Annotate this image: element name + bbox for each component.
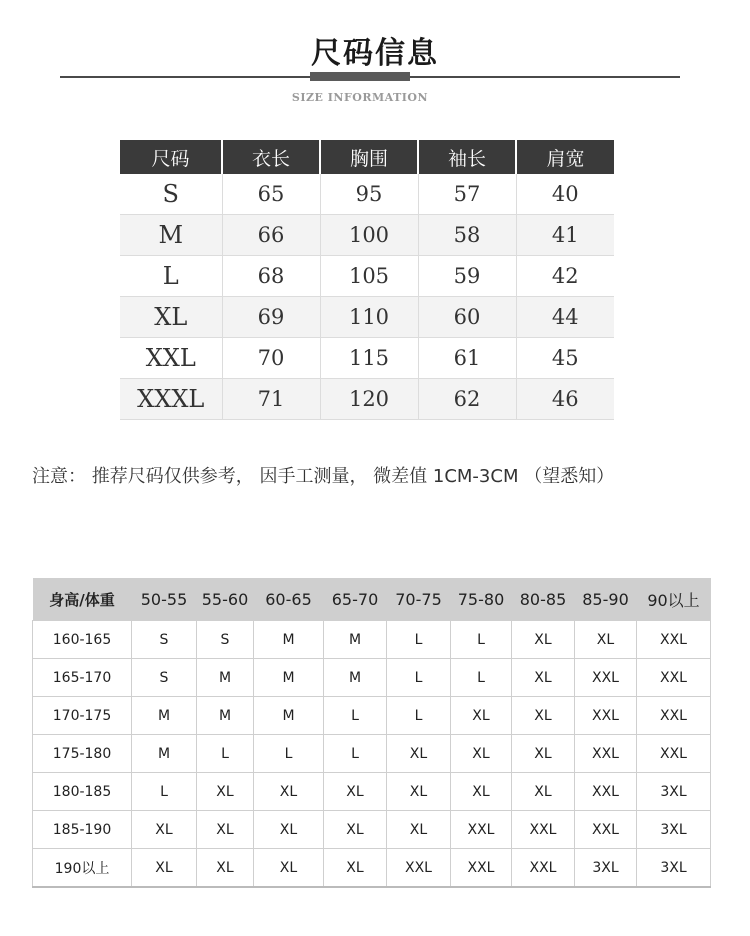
- height-weight-table: [32, 578, 711, 888]
- size-table-row: [120, 215, 614, 256]
- recommended-size-cell: XXL: [575, 697, 637, 735]
- recommended-size-cell: XL: [254, 849, 324, 888]
- recommended-size-cell: XL: [197, 849, 254, 888]
- height-range-cell: 185-190: [33, 811, 132, 849]
- size-label-cell: XL: [120, 297, 222, 338]
- height-range-cell: 175-180: [33, 735, 132, 773]
- measurement-cell: 61: [418, 338, 516, 379]
- weight-range-header: 75-80: [451, 578, 512, 621]
- weight-range-header: 50-55: [132, 578, 197, 621]
- measurement-cell: 44: [516, 297, 614, 338]
- recommended-size-cell: XXL: [637, 697, 711, 735]
- measurement-cell: 120: [320, 379, 418, 420]
- recommended-size-cell: M: [254, 621, 324, 659]
- height-range-cell: 160-165: [33, 621, 132, 659]
- recommended-size-cell: XL: [512, 621, 575, 659]
- measurement-cell: 60: [418, 297, 516, 338]
- measurement-cell: 70: [222, 338, 320, 379]
- recommended-size-cell: XL: [451, 773, 512, 811]
- recommended-size-cell: XL: [132, 849, 197, 888]
- recommended-size-cell: XL: [254, 811, 324, 849]
- recommended-size-cell: S: [132, 659, 197, 697]
- recommended-size-cell: XXL: [512, 811, 575, 849]
- size-table-header: 衣长: [222, 140, 320, 174]
- height-weight-header-row: [33, 578, 711, 621]
- recommended-size-cell: L: [451, 659, 512, 697]
- recommended-size-cell: 3XL: [575, 849, 637, 888]
- size-table-header-row: [120, 140, 614, 174]
- measurement-cell: 59: [418, 256, 516, 297]
- size-label-cell: XXL: [120, 338, 222, 379]
- height-weight-row: [33, 773, 711, 811]
- height-weight-corner-header: 身高/体重: [33, 578, 132, 621]
- recommended-size-cell: S: [197, 621, 254, 659]
- recommended-size-cell: L: [197, 735, 254, 773]
- height-weight-row: [33, 735, 711, 773]
- height-weight-row: [33, 659, 711, 697]
- recommended-size-cell: 3XL: [637, 849, 711, 888]
- recommended-size-cell: XXL: [575, 659, 637, 697]
- measurement-cell: 71: [222, 379, 320, 420]
- recommended-size-cell: XL: [451, 735, 512, 773]
- size-table-header: 袖长: [418, 140, 516, 174]
- recommended-size-cell: XL: [324, 773, 387, 811]
- measurement-cell: 69: [222, 297, 320, 338]
- recommended-size-cell: L: [451, 621, 512, 659]
- recommended-size-cell: XXL: [637, 735, 711, 773]
- size-table-row: [120, 379, 614, 420]
- measurement-cell: 45: [516, 338, 614, 379]
- size-measurement-table: [120, 140, 614, 420]
- recommended-size-cell: M: [254, 697, 324, 735]
- recommended-size-cell: XL: [512, 735, 575, 773]
- measurement-cell: 62: [418, 379, 516, 420]
- measurement-cell: 57: [418, 174, 516, 215]
- size-label-cell: L: [120, 256, 222, 297]
- recommended-size-cell: M: [197, 659, 254, 697]
- weight-range-header: 90以上: [637, 578, 711, 621]
- recommended-size-cell: XXL: [451, 849, 512, 888]
- weight-range-header: 65-70: [324, 578, 387, 621]
- recommended-size-cell: M: [132, 735, 197, 773]
- page-subtitle: SIZE INFORMATION: [291, 91, 429, 104]
- recommended-size-cell: M: [324, 659, 387, 697]
- recommended-size-cell: XL: [197, 811, 254, 849]
- recommended-size-cell: XL: [387, 773, 451, 811]
- recommended-size-cell: XXL: [575, 811, 637, 849]
- recommended-size-cell: XL: [254, 773, 324, 811]
- recommended-size-cell: XL: [512, 773, 575, 811]
- recommended-size-cell: XL: [512, 697, 575, 735]
- size-table-header: 胸围: [320, 140, 418, 174]
- size-table-row: [120, 297, 614, 338]
- measurement-cell: 66: [222, 215, 320, 256]
- measurement-cell: 100: [320, 215, 418, 256]
- weight-range-header: 80-85: [512, 578, 575, 621]
- recommended-size-cell: XL: [387, 735, 451, 773]
- recommended-size-cell: L: [324, 735, 387, 773]
- height-range-cell: 180-185: [33, 773, 132, 811]
- recommended-size-cell: XXL: [451, 811, 512, 849]
- height-weight-row: [33, 811, 711, 849]
- measurement-cell: 95: [320, 174, 418, 215]
- recommended-size-cell: XL: [324, 849, 387, 888]
- size-table-header: 肩宽: [516, 140, 614, 174]
- page-title: 尺码信息: [311, 36, 439, 71]
- recommended-size-cell: L: [132, 773, 197, 811]
- recommended-size-cell: L: [324, 697, 387, 735]
- recommended-size-cell: L: [387, 621, 451, 659]
- height-range-cell: 165-170: [33, 659, 132, 697]
- size-table-row: [120, 174, 614, 215]
- measurement-cell: 46: [516, 379, 614, 420]
- recommended-size-cell: L: [387, 697, 451, 735]
- title-divider-accent: [310, 72, 410, 81]
- measurement-cell: 65: [222, 174, 320, 215]
- recommended-size-cell: XL: [451, 697, 512, 735]
- weight-range-header: 70-75: [387, 578, 451, 621]
- recommended-size-cell: XL: [387, 811, 451, 849]
- height-weight-row: [33, 849, 711, 888]
- recommended-size-cell: XL: [512, 659, 575, 697]
- recommended-size-cell: XL: [324, 811, 387, 849]
- recommended-size-cell: XXL: [575, 735, 637, 773]
- height-weight-row: [33, 621, 711, 659]
- recommended-size-cell: XL: [575, 621, 637, 659]
- measurement-cell: 58: [418, 215, 516, 256]
- weight-range-header: 55-60: [197, 578, 254, 621]
- recommended-size-cell: L: [387, 659, 451, 697]
- recommended-size-cell: L: [254, 735, 324, 773]
- size-table-header: 尺码: [120, 140, 222, 174]
- recommended-size-cell: XXL: [575, 773, 637, 811]
- height-weight-row: [33, 697, 711, 735]
- size-label-cell: XXXL: [120, 379, 222, 420]
- recommended-size-cell: M: [324, 621, 387, 659]
- measurement-cell: 105: [320, 256, 418, 297]
- recommended-size-cell: XXL: [387, 849, 451, 888]
- recommended-size-cell: M: [132, 697, 197, 735]
- height-range-cell: 190以上: [33, 849, 132, 888]
- recommended-size-cell: 3XL: [637, 773, 711, 811]
- size-table-row: [120, 256, 614, 297]
- recommended-size-cell: M: [197, 697, 254, 735]
- size-table-row: [120, 338, 614, 379]
- recommended-size-cell: XL: [197, 773, 254, 811]
- recommended-size-cell: XL: [132, 811, 197, 849]
- measurement-cell: 110: [320, 297, 418, 338]
- measurement-cell: 68: [222, 256, 320, 297]
- size-label-cell: M: [120, 215, 222, 256]
- recommended-size-cell: XXL: [637, 621, 711, 659]
- measurement-cell: 115: [320, 338, 418, 379]
- recommended-size-cell: 3XL: [637, 811, 711, 849]
- size-label-cell: S: [120, 174, 222, 215]
- measurement-cell: 41: [516, 215, 614, 256]
- weight-range-header: 85-90: [575, 578, 637, 621]
- measurement-cell: 40: [516, 174, 614, 215]
- measurement-cell: 42: [516, 256, 614, 297]
- recommended-size-cell: XXL: [512, 849, 575, 888]
- weight-range-header: 60-65: [254, 578, 324, 621]
- measurement-note: 注意： 推荐尺码仅供参考， 因手工测量， 微差值 1CM-3CM （望悉知）: [32, 466, 615, 487]
- recommended-size-cell: XXL: [637, 659, 711, 697]
- height-range-cell: 170-175: [33, 697, 132, 735]
- recommended-size-cell: S: [132, 621, 197, 659]
- recommended-size-cell: M: [254, 659, 324, 697]
